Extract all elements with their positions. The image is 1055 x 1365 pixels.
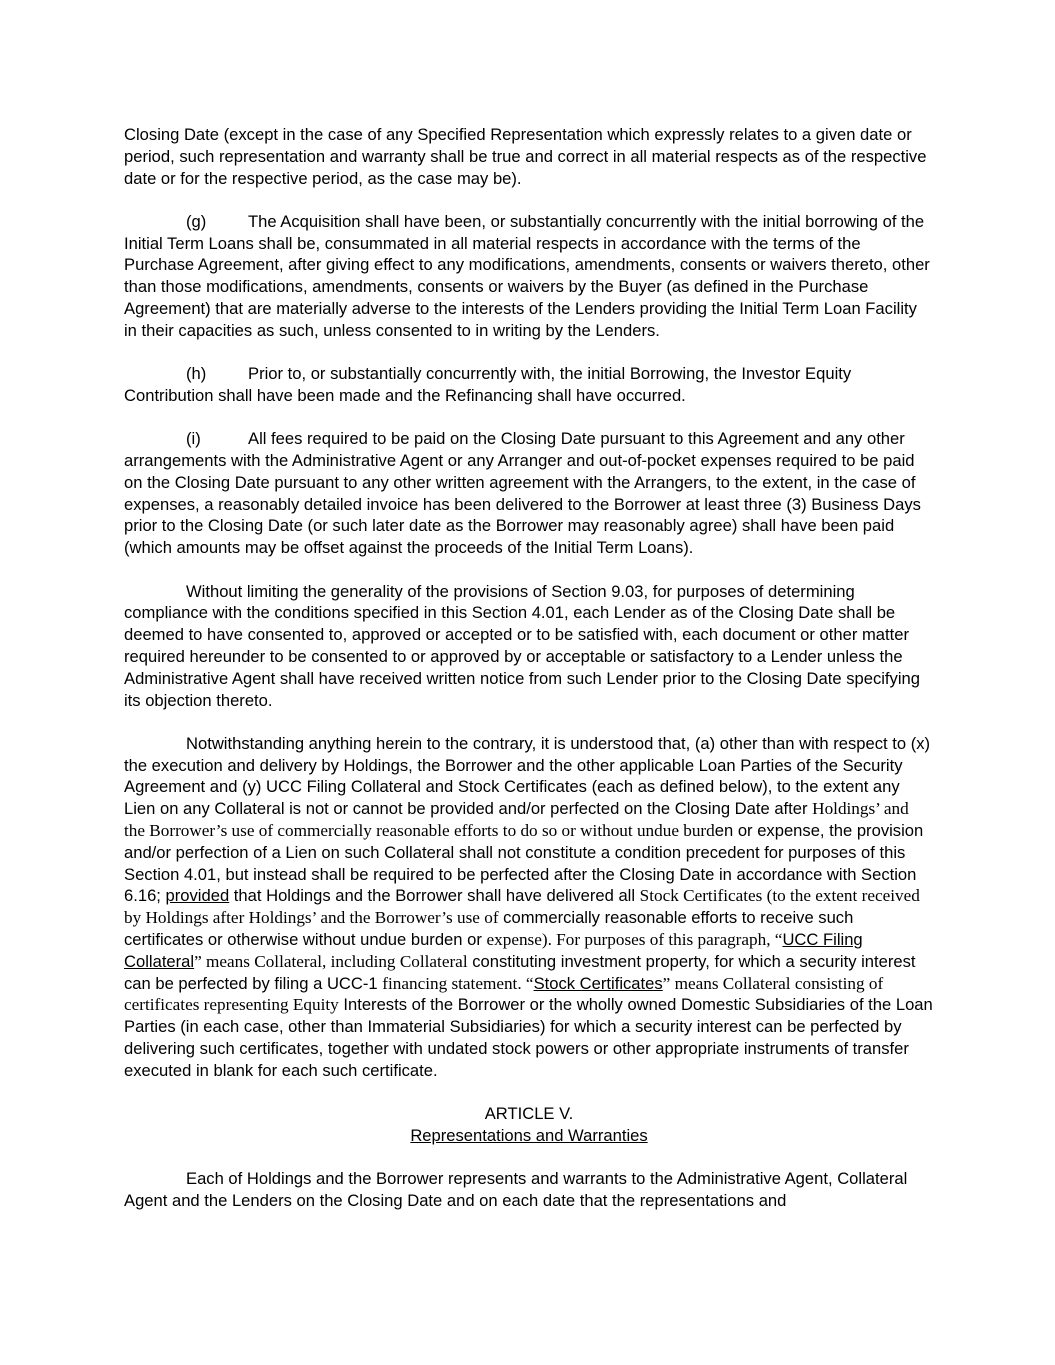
document-page: [124, 124, 934, 1233]
ucc-filing-collateral-term: UCC Filing Collateral: [124, 930, 863, 971]
clause-i-marker: (i): [186, 429, 201, 449]
clause-i: [124, 428, 934, 559]
paragraph-closing-date: Closing Date (except in the case of any Specified Representation which expressly relates to a given date or period, such representation and warranty shall be true and correct in all material respects as of the respective date or for the respective period, as the case may be).: [124, 125, 927, 188]
notwithstanding-text-8: ” means Collateral, including Collateral: [194, 951, 468, 971]
paragraph-representations: Each of Holdings and the Borrower represents and warrants to the Administrative Agent, Collateral Agent and the Lenders on the Closing Date and on each date that the representations and: [124, 1169, 908, 1210]
clause-g-text: The Acquisition shall have been, or substantially concurrently with the initial borrowing of the Initial Term Loans shall be, consummated in all material respects in accordance with the terms of the Purchase Agreement, after giving effect to any modifications, amendments, consents or waivers thereto, other than those modifications, amendments, consents or waivers by the Buyer (as defined in the Purchase Agreement) that are materially adverse to the interests of the Lenders providing the Initial Term Loan Facility in their capacities as such, unless consented to in writing by the Lenders.: [124, 211, 930, 340]
notwithstanding-text-9: constituting investment property, for which a security interest can be perfected by filing a UCC-1: [124, 951, 916, 993]
notwithstanding-text-2: Holdings’ and the Borrower’s use of commercially reasonable efforts to do so or without undue burd: [124, 799, 909, 841]
clause-h-marker: (h): [186, 364, 207, 384]
clause-g-marker: (g): [186, 211, 207, 231]
notwithstanding-text-6: commercially reasonable efforts to receive such certificates or otherwise without undue burden or: [124, 908, 854, 949]
notwithstanding-text-11: ” means Collateral consisting of certificates representing Equity: [124, 973, 884, 1015]
clause-g: [124, 211, 934, 342]
stock-certificates-term: Stock Certificates: [533, 973, 663, 993]
article-header: [124, 1103, 934, 1147]
notwithstanding-text-12: Interests of the Borrower or the wholly owned Domestic Subsidiaries of the Loan Parties (in each case, other than Immaterial Subsidiaries) for which a security interest can be perfected by delivering such certificates, together with undated stock powers or other appropriate instruments of transfer executed in blank for each such certificate.: [124, 995, 933, 1080]
notwithstanding-text-1: Notwithstanding anything herein to the contrary, it is understood that, (a) other than with respect to (x) the execution and delivery by Holdings, the Borrower and the other applicable Loan Parties of the Security Agreement and (y) UCC Filing Collateral and Stock Certificates (each as defined below), to the extent any Lien on any Collateral is not or cannot be provided and/or perfected on the Closing Date after: [124, 733, 931, 819]
clause-h-text: Prior to, or substantially concurrently with, the initial Borrowing, the Investor Equity Contribution shall have been made and the Refinancing shall have occurred.: [124, 364, 852, 405]
clause-h: [124, 363, 934, 407]
notwithstanding-text-10: financing statement. “: [382, 973, 534, 993]
clause-i-text: All fees required to be paid on the Closing Date pursuant to this Agreement and any other arrangements with the Administrative Agent or any Arranger and out-of-pocket expenses required to be paid on the Closing Date pursuant to any other written agreement with the Arrangers, to the extent, in the case of expenses, a reasonably detailed invoice has been delivered to the Borrower at least three (3) Business Days prior to the Closing Date (or such later date as the Borrower may reasonably agree) shall have been paid (which amounts may be offset against the proceeds of the Initial Term Loans).: [124, 429, 921, 558]
notwithstanding-text-7: expense). For purposes of this paragraph, “: [486, 930, 783, 949]
provided-term: provided: [165, 886, 230, 906]
paragraph-notwithstanding: [124, 733, 934, 1082]
article-subheading: Representations and Warranties: [410, 1125, 648, 1145]
article-heading: ARTICLE V.: [484, 1104, 574, 1124]
notwithstanding-text-4: that Holdings and the Borrower shall have delivered all: [229, 886, 640, 906]
notwithstanding-text-5: Stock Certificates (to the extent received by Holdings after Holdings’ and the Borrower’s use of: [124, 886, 920, 928]
paragraph-without-limiting: Without limiting the generality of the provisions of Section 9.03, for purposes of determining compliance with the conditions specified in this Section 4.01, each Lender as of the Closing Date shall be deemed to have consented to, approved or accepted or to be satisfied with, each document or other matter required hereunder to be consented to or approved by or acceptable or satisfactory to a Lender unless the Administrative Agent shall have received written notice from such Lender prior to the Closing Date specifying its objection thereto.: [124, 581, 920, 710]
notwithstanding-text-3: en or expense, the provision and/or perfection of a Lien on such Collateral shall not constitute a condition precedent for purposes of this Section 4.01, but instead shall be required to be perfected after the Closing Date in accordance with Section 6.16;: [124, 821, 924, 906]
